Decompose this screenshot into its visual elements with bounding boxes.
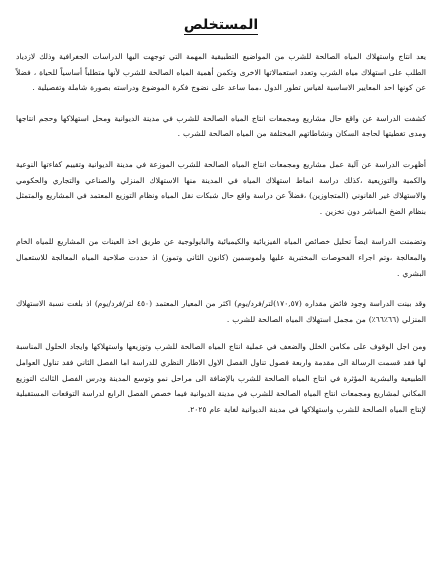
paragraph-surplus: وقد بينت الدراسة وجود فائض مقداره (١٧٠,٥٧)لتر/فرد/يوم) اكثر من المعيار المعتمد (٤٥٠ لتر/فرد/يوم) اذ بلغت نسبة الاستهلاك المنزلي (٦٦٪٦٦٪) من مجمل استهلاك المياه الصالحة للشرب . [16, 299, 426, 324]
page-title: المستخلص [183, 17, 259, 33]
paragraph-projects: أظهرت الدراسة عن آلية عمل مشاريع ومجمعات انتاج المياه الصالحة للشرب الموزعة في مدينة الديوانية وتقييم كفاءتها النوعية والكمية والتوزيعية ،كذلك دراسة انماط استهلاك المياه في المدينة منها الاستهلاك المنزلي والصناعي والتجاري والحكومي والاستهلاك غير القانوني (المتجاوزين) ،فضلاً عن دراسة واقع حال شبكات نقل المياه ونظام التوزيع المعتمد في المشاريع والمتمثل بنظام الضخ المباشر دون تخزين . [16, 159, 426, 216]
title-wrap [16, 14, 426, 35]
paragraph-water-analysis: وتضمنت الدراسة ايضاً تحليل خصائص المياه الفيزيائية والكيميائية والبايولوجية عن طريق اخذ العينات من المشاريع للمياه الخام والمعالجة ،وتم اجراء الفحوصات المختبرية عليها ولموسمين (كانون الثاني وتموز) اذ حددت صلاحية المياه المعالجة للاستعمال البشري . [16, 237, 426, 278]
paragraph-findings: كشفت الدراسة عن واقع حال مشاريع ومجمعات انتاج المياه الصالحة للشرب في مدينة الديوانية ومحل استهلاكها وحجم انتاجها ومدى تغطيتها لحاجة السكان ونشاطاتهم المختلفة من المياه الصالحة للشرب . [16, 113, 426, 139]
paragraph-introduction: يعد انتاج واستهلاك المياه الصالحة للشرب من المواضيع التطبيقية المهمة التي توجهت اليها الدراسات الجغرافية وذلك لازدياد الطلب على استهلاك مياه الشرب وتعدد استعمالاتها الاخرى وتكمن أهمية المياه الصالحة للشرب لأنها متطلباً أساسياً للحياة ، فضلاً عن كونها احد المعايير الاساسية لقياس تطور الدول ،مما ساعد على نضوج فكرة الموضوع ودراسته بصورة شاملة وتفصيلية . [16, 52, 426, 93]
paragraph-structure: ومن اجل الوقوف على مكامن الخلل والضعف في عملية انتاج المياه الصالحة للشرب وتوزيعها واستهلاكها وايجاد الحلول المناسبة لها فقد قسمت الرسالة الى مقدمة واربعة فصول تناول الفصل الاول الاطار النظري للدراسة اما الفصل الثاني فقد تناول العوامل الطبيعية والبشرية المؤثرة في انتاج المياه الصالحة للشرب بالإضافة الى مراحل نمو وتوسع المدينة ودرس الفصل الثالث التوزيع المكاني لمشاريع ومجمعات انتاج المياه الصالحة للشرب في مدينة الديوانية فيما خصص الفصل الرابع لدراسة التوقعات المستقبلية لإنتاج المياه الصالحة للشرب واستهلاكها في مدينة الديوانية لغاية عام ٢٠٢٥. [16, 342, 426, 414]
